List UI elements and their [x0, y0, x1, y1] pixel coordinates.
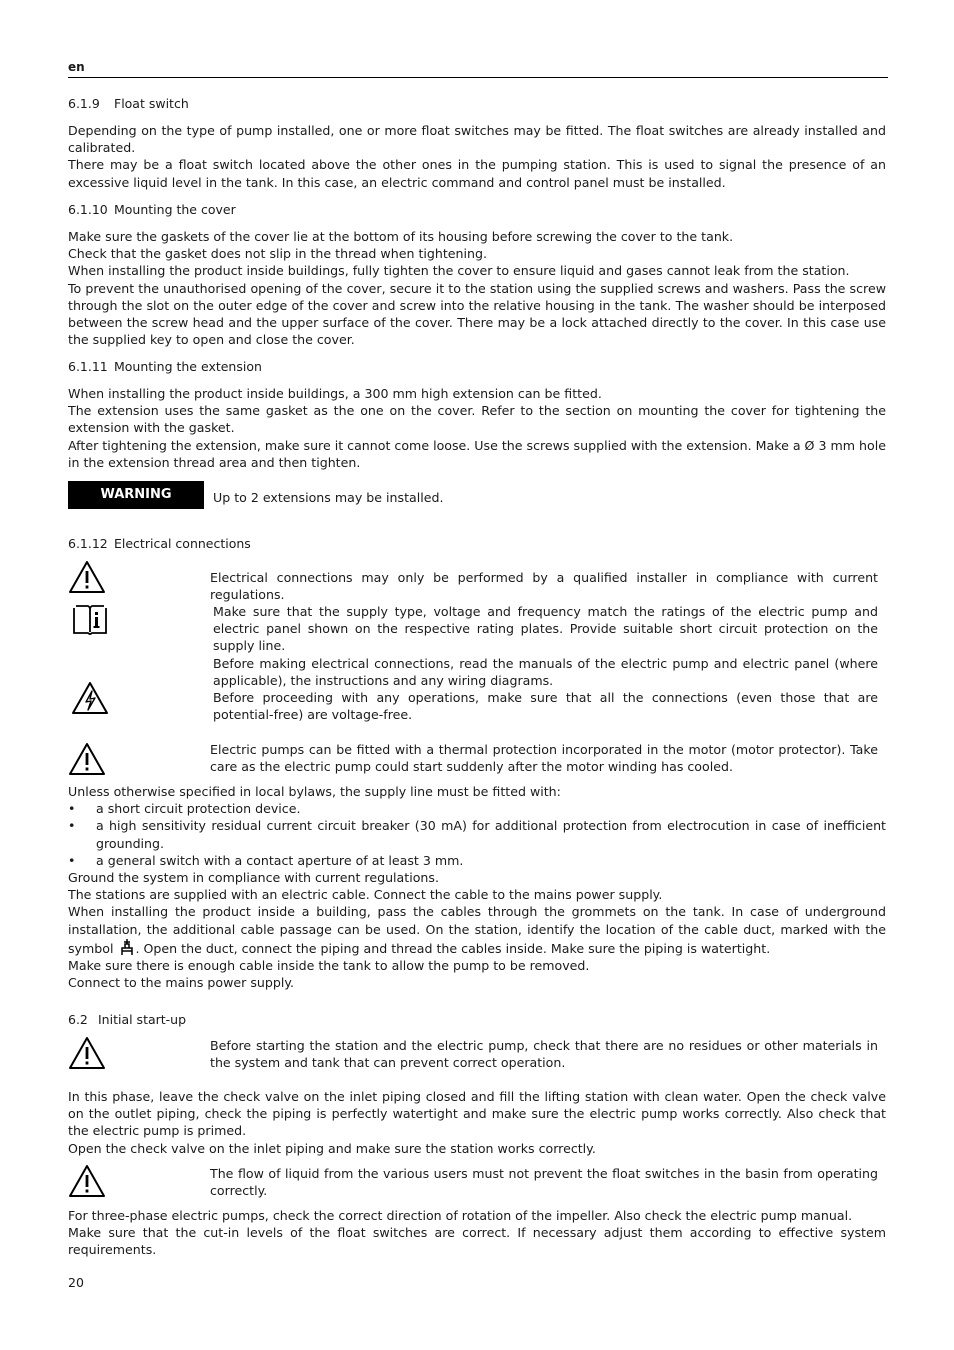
warning-text: Up to 2 extensions may be installed.	[213, 490, 444, 505]
electrical-hazard-icon	[71, 681, 109, 715]
paragraph: Connect to the mains power supply.	[68, 975, 295, 991]
paragraph: The stations are supplied with an electric cable. Connect the cable to the mains power supply.	[68, 887, 663, 903]
section-heading: 6.1.10 Mounting the cover	[68, 202, 236, 217]
paragraph: Depending on the type of pump installed, one or more float switches may be fitted. The float switches are already installed and calibrated.	[68, 123, 886, 156]
paragraph: When installing the product inside buildings, fully tighten the cover to ensure liquid and gases cannot leak from the station.	[68, 263, 850, 279]
list-item: • a general switch with a contact aperture of at least 3 mm.	[68, 852, 464, 868]
section-float-switch	[68, 95, 886, 191]
paragraph: Make sure there is enough cable inside the tank to allow the pump to be removed.	[68, 958, 590, 974]
section-initial-start-up	[68, 1011, 886, 1028]
paragraph: Open the check valve on the inlet piping and make sure the station works correctly.	[68, 1140, 596, 1156]
language-tag: en	[68, 60, 85, 74]
paragraph: There may be a float switch located above the other ones in the pumping station. This is used to signal the presence of an excessive liquid level in the tank. In this case, an electric command and control panel must be installed.	[68, 157, 886, 190]
paragraph: Make sure that the cut-in levels of the float switches are correct. If necessary adjust them according to effective system requirements.	[68, 1225, 886, 1258]
section-heading: 6.1.9 Float switch	[68, 96, 189, 111]
section-mounting-extension	[68, 358, 886, 471]
paragraph: Make sure the gaskets of the cover lie at the bottom of its housing before screwing the cover to the tank.	[68, 229, 734, 244]
section-heading: 6.2 Initial start-up	[68, 1012, 187, 1027]
bullet-list	[68, 800, 886, 869]
warning-triangle-icon	[68, 1164, 106, 1198]
warning-triangle-icon	[68, 742, 106, 776]
cable-duct-symbol-icon	[118, 938, 136, 956]
warning-triangle-icon	[68, 1036, 106, 1070]
paragraph: For three-phase electric pumps, check the correct direction of rotation of the impeller. Also check the electric pump manual.	[68, 1208, 853, 1223]
note-text: Electric pumps can be fitted with a thermal protection incorporated in the motor (motor protector). Take care as the electric pump could start suddenly after the motor winding has cooled.	[210, 742, 878, 775]
note-text: Before proceeding with any operations, make sure that all the connections (even those that are potential-free) are voltage-free.	[213, 690, 878, 723]
header-rule	[68, 77, 888, 78]
section-heading: 6.1.12 Electrical connections	[68, 536, 251, 551]
supply-requirements	[68, 783, 886, 991]
list-item: • a high sensitivity residual current circuit breaker (30 mA) for additional protection from electrocution in case of inefficient grounding.	[68, 818, 886, 851]
manual-book-icon	[72, 604, 108, 636]
paragraph: After tightening the extension, make sure it cannot come loose. Use the screws supplied with the extension. Make a Ø 3 mm hole in the extension thread area and then tighten.	[68, 437, 886, 470]
section-electrical-connections	[68, 535, 886, 552]
note-text: The flow of liquid from the various users must not prevent the float switches in the basin from operating correctly.	[210, 1166, 878, 1199]
paragraph: Ground the system in compliance with current regulations.	[68, 870, 439, 886]
note-text: Make sure that the supply type, voltage and frequency match the ratings of the electric pump and electric panel shown on the respective rating plates. Provide suitable short circuit protection on the supply line.	[213, 604, 878, 654]
warning-triangle-icon	[68, 560, 106, 594]
paragraph: When installing the product inside buildings, a 300 mm high extension can be fitted.	[68, 386, 602, 401]
paragraph: In this phase, leave the check valve on the inlet piping closed and fill the lifting station with clean water. Open the check valve on the outlet piping, check the piping is perfectly watertight and make sure the electric pump works correctly. Also check that the electric pump is primed.	[68, 1089, 886, 1139]
paragraph: When installing the product inside a building, pass the cables through the grommets on the tank. In case of underground installation, the additional cable passage can be used. On the station, identify the location of the cable duct, marked with the symbol . Open the duct, connect the piping and thread the cables inside. Make sure the piping is watertight.	[68, 904, 886, 956]
note-text: Before starting the station and the electric pump, check that there are no residues or other materials in the system and tank that can prevent correct operation.	[210, 1038, 878, 1071]
start-up-instructions	[68, 1088, 886, 1157]
start-up-checks	[68, 1207, 886, 1259]
page-number: 20	[68, 1275, 84, 1290]
section-heading: 6.1.11 Mounting the extension	[68, 359, 262, 374]
list-item: • a short circuit protection device.	[68, 801, 301, 817]
section-mounting-cover	[68, 201, 886, 348]
paragraph: Unless otherwise specified in local bylaws, the supply line must be fitted with:	[68, 784, 561, 799]
paragraph: To prevent the unauthorised opening of the cover, secure it to the station using the supplied screws and washers. Pass the screw through the slot on the outer edge of the cover and screw into the relative housing in the tank. The washer should be interposed between the screw head and the upper surface of the cover. There may be a lock attached directly to the cover. In this case use the supplied key to open and close the cover.	[68, 280, 886, 348]
warning-label: WARNING	[68, 481, 204, 509]
paragraph: The extension uses the same gasket as the one on the cover. Refer to the section on mounting the cover for tightening the extension with the gasket.	[68, 403, 886, 436]
note-text: Electrical connections may only be performed by a qualified installer in compliance with current regulations.	[210, 570, 878, 603]
note-block	[213, 603, 878, 689]
note-text: Before making electrical connections, read the manuals of the electric pump and electric panel (where applicable), the instructions and any wiring diagrams.	[213, 655, 878, 688]
paragraph: Check that the gasket does not slip in the thread when tightening.	[68, 246, 488, 262]
